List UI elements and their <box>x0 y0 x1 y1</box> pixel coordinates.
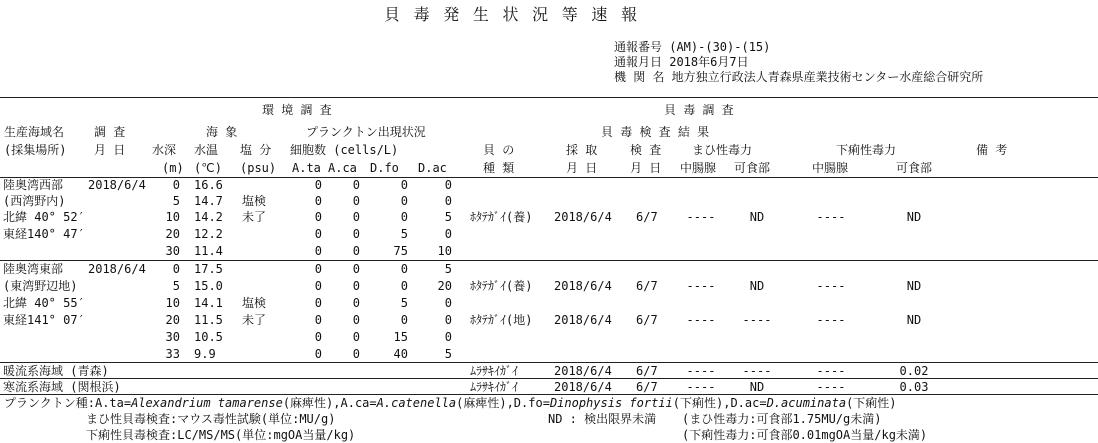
cell-psp-edible: ND <box>749 279 765 293</box>
cell-shell-species: ﾑﾗｻｷｲｶﾞｲ <box>470 380 519 394</box>
cell-depth: 5 <box>172 194 180 208</box>
footer-ata-suffix: (麻痺性),A.ca= <box>282 396 377 410</box>
cell-count-ata: 0 <box>314 279 322 293</box>
header-dsp-edible: 可食部 <box>896 161 933 175</box>
cell-count-dac: 5 <box>444 210 452 224</box>
cell-depth: 0 <box>172 178 180 192</box>
cell-inspection-date: 6/7 <box>636 210 658 224</box>
header-psp-gut: 中腸腺 <box>680 161 717 175</box>
cell-count-aca: 0 <box>352 330 360 344</box>
cell-dsp-edible: ND <box>906 313 922 327</box>
rule-group1-bottom <box>0 260 1098 261</box>
cell-count-dfo: 0 <box>400 210 408 224</box>
header-inspection: 検 査 <box>630 143 662 157</box>
cell-count-aca: 0 <box>352 227 360 241</box>
cell-inspection-date: 6/7 <box>636 364 658 378</box>
header-survey: 調 査 <box>94 125 126 139</box>
cell-count-ata: 0 <box>314 296 322 310</box>
species-ata: Alexandrium tamarense <box>131 396 283 410</box>
footer-dfo-suffix: (下痢性),D.ac= <box>672 396 767 410</box>
cell-psp-gut: ---- <box>686 279 716 293</box>
header-area-sub: (採集場所) <box>4 143 67 157</box>
cell-psp-edible: ---- <box>742 313 772 327</box>
cell-count-dfo: 5 <box>400 296 408 310</box>
cell-count-aca: 0 <box>352 244 360 258</box>
cell-depth: 20 <box>165 227 180 241</box>
header-temp-unit: (℃) <box>194 161 222 175</box>
cell-count-dac: 20 <box>437 279 452 293</box>
cell-salinity: 未了 <box>242 313 267 327</box>
cell-count-dac: 0 <box>444 194 452 208</box>
rule-group2-bottom <box>0 362 1098 363</box>
cell-count-ata: 0 <box>314 227 322 241</box>
cell-count-dfo: 0 <box>400 313 408 327</box>
cell-area-name: 北緯 40° 55′ <box>3 296 85 310</box>
cell-count-dac: 0 <box>444 296 452 310</box>
header-cells: 細胞数 (cells/L) <box>290 143 399 157</box>
cell-depth: 30 <box>165 330 180 344</box>
cell-area-name: 東経140° 47′ <box>3 227 85 241</box>
header-toxin: 貝 毒 調 査 <box>664 103 734 117</box>
header-salinity-unit: (psu) <box>240 161 277 175</box>
cell-count-aca: 0 <box>352 296 360 310</box>
header-inspection-md: 月 日 <box>630 161 662 175</box>
header-dfo: D.fo <box>370 161 399 175</box>
cell-water-temp: 14.1 <box>194 296 223 310</box>
header-salinity: 塩 分 <box>240 143 272 157</box>
cell-water-temp: 16.6 <box>194 178 223 192</box>
cell-dsp-gut: ---- <box>816 313 846 327</box>
cell-count-aca: 0 <box>352 347 360 361</box>
footer-dsp-limit: (下痢性毒力:可食部0.01mgOA当量/kg未満) <box>682 428 928 442</box>
cell-count-dfo: 0 <box>400 262 408 276</box>
header-psp: まひ性毒力 <box>692 143 753 157</box>
cell-psp-gut: ---- <box>686 380 716 394</box>
cell-sampling-date: 2018/6/4 <box>554 279 612 293</box>
cell-count-aca: 0 <box>352 262 360 276</box>
cell-sampling-date: 2018/6/4 <box>554 380 612 394</box>
header-psp-edible: 可食部 <box>734 161 771 175</box>
header-remarks: 備 考 <box>976 143 1008 157</box>
cell-count-ata: 0 <box>314 244 322 258</box>
cell-count-ata: 0 <box>314 210 322 224</box>
header-sea: 海 象 <box>206 125 238 139</box>
cell-survey-date: 2018/6/4 <box>88 178 146 192</box>
header-dac: D.ac <box>418 161 447 175</box>
cell-count-ata: 0 <box>314 262 322 276</box>
cell-dsp-gut: ---- <box>816 210 846 224</box>
cell-count-dac: 0 <box>444 178 452 192</box>
cell-area-name: 北緯 40° 52′ <box>3 210 85 224</box>
cell-water-temp: 11.4 <box>194 244 223 258</box>
cell-count-ata: 0 <box>314 347 322 361</box>
header-tox-result: 貝 毒 検 査 結 果 <box>601 125 710 139</box>
cell-inspection-date: 6/7 <box>636 380 658 394</box>
cell-water-temp: 15.0 <box>194 279 223 293</box>
cell-area-name: 寒流系海域 (関根浜) <box>3 380 121 394</box>
cell-count-ata: 0 <box>314 330 322 344</box>
cell-count-dfo: 0 <box>400 194 408 208</box>
cell-count-dfo: 0 <box>400 178 408 192</box>
cell-count-dac: 5 <box>444 262 452 276</box>
cell-salinity: 未了 <box>242 210 267 224</box>
header-plankton: プランクトン出現状況 <box>306 125 426 139</box>
cell-count-dac: 0 <box>444 313 452 327</box>
cell-shell-species: ﾑﾗｻｷｲｶﾞｲ <box>470 364 519 378</box>
cell-count-ata: 0 <box>314 313 322 327</box>
header-aca: A.ca <box>328 161 357 175</box>
cell-count-dfo: 75 <box>393 244 408 258</box>
cell-count-aca: 0 <box>352 178 360 192</box>
header-temp: 水温 <box>194 143 219 157</box>
cell-count-dac: 10 <box>437 244 452 258</box>
cell-salinity: 塩検 <box>242 194 267 208</box>
cell-count-dfo: 15 <box>393 330 408 344</box>
cell-depth: 10 <box>165 296 180 310</box>
cell-area-name: 暖流系海域 (青森) <box>3 364 109 378</box>
cell-sampling-date: 2018/6/4 <box>554 313 612 327</box>
header-area: 生産海域名 <box>4 125 65 139</box>
cell-psp-gut: ---- <box>686 364 716 378</box>
cell-dsp-gut: ---- <box>816 364 846 378</box>
cell-depth: 33 <box>165 347 180 361</box>
cell-count-dac: 0 <box>444 330 452 344</box>
header-dsp: 下痢性毒力 <box>836 143 897 157</box>
footer-dac-suffix: (下痢性) <box>846 396 897 410</box>
cell-depth: 10 <box>165 210 180 224</box>
cell-shell-species: ﾎﾀﾃｶﾞｲ(地) <box>470 313 533 327</box>
cell-water-temp: 11.5 <box>194 313 223 327</box>
cell-dsp-gut: ---- <box>816 380 846 394</box>
header-dsp-gut: 中腸腺 <box>812 161 849 175</box>
cell-sampling-date: 2018/6/4 <box>554 210 612 224</box>
footer-aca-suffix: (麻痺性),D.fo= <box>456 396 550 410</box>
cell-depth: 5 <box>172 279 180 293</box>
cell-area-name: 陸奥湾東部 <box>3 262 64 276</box>
cell-dsp-edible: ND <box>906 279 922 293</box>
cell-depth: 30 <box>165 244 180 258</box>
header-env: 環 境 調 査 <box>262 103 332 117</box>
cell-psp-gut: ---- <box>686 210 716 224</box>
cell-psp-edible: ND <box>749 380 765 394</box>
cell-count-aca: 0 <box>352 194 360 208</box>
cell-count-dac: 5 <box>444 347 452 361</box>
cell-count-aca: 0 <box>352 279 360 293</box>
cell-sampling-date: 2018/6/4 <box>554 364 612 378</box>
cell-psp-edible: ND <box>749 210 765 224</box>
cell-dsp-edible: 0.03 <box>899 380 929 394</box>
header-depth: 水深 <box>152 143 177 157</box>
cell-count-dfo: 0 <box>400 279 408 293</box>
cell-dsp-gut: ---- <box>816 279 846 293</box>
species-aca: A.catenella <box>376 396 457 410</box>
rule-table-bottom <box>0 394 1098 395</box>
cell-water-temp: 14.7 <box>194 194 223 208</box>
cell-inspection-date: 6/7 <box>636 313 658 327</box>
footer-psp-limit: (まひ性毒力:可食部1.75MU/g未満) <box>682 412 882 426</box>
header-shell: 貝 の <box>483 143 515 157</box>
cell-count-dac: 0 <box>444 227 452 241</box>
cell-count-ata: 0 <box>314 178 322 192</box>
cell-area-name: 東経141° 07′ <box>3 313 85 327</box>
header-sampling: 採 取 <box>566 143 598 157</box>
footer-psp-method: まひ性貝毒検査:マウス毒性試験(単位:MU/g) <box>86 412 336 426</box>
cell-water-temp: 17.5 <box>194 262 223 276</box>
header-sampling-md: 月 日 <box>566 161 598 175</box>
footer-nd-note: ND : 検出限界未満 <box>548 412 657 426</box>
header-shell-type: 種 類 <box>483 161 515 175</box>
species-dac: D.acuminata <box>766 396 847 410</box>
report-number: 通報番号 (AM)-(30)-(15) <box>614 40 771 54</box>
cell-water-temp: 14.2 <box>194 210 223 224</box>
cell-shell-species: ﾎﾀﾃｶﾞｲ(養) <box>470 210 533 224</box>
cell-inspection-date: 6/7 <box>636 279 658 293</box>
cell-depth: 20 <box>165 313 180 327</box>
cell-depth: 0 <box>172 262 180 276</box>
footer-plankton-legend <box>4 396 897 410</box>
cell-dsp-edible: 0.02 <box>899 364 929 378</box>
cell-area-name: (東湾野辺地) <box>3 279 78 293</box>
cell-water-temp: 12.2 <box>194 227 223 241</box>
cell-psp-edible: ---- <box>742 364 772 378</box>
cell-survey-date: 2018/6/4 <box>88 262 146 276</box>
cell-count-aca: 0 <box>352 313 360 327</box>
cell-shell-species: ﾎﾀﾃｶﾞｲ(養) <box>470 279 533 293</box>
cell-water-temp: 9.9 <box>194 347 216 361</box>
footer-plankton-prefix: プランクトン種:A.ta= <box>4 396 132 410</box>
cell-dsp-edible: ND <box>906 210 922 224</box>
cell-count-aca: 0 <box>352 210 360 224</box>
species-dfo: Dinophysis fortii <box>549 396 673 410</box>
report-date: 通報月日 2018年6月7日 <box>614 55 749 69</box>
cell-area-name: 陸奥湾西部 <box>3 178 64 192</box>
header-depth-unit: (m) <box>162 161 184 175</box>
cell-area-name: (西湾野内) <box>3 194 66 208</box>
cell-count-ata: 0 <box>314 194 322 208</box>
cell-count-dfo: 40 <box>393 347 408 361</box>
header-survey-md: 月 日 <box>94 143 126 157</box>
cell-psp-gut: ---- <box>686 313 716 327</box>
cell-water-temp: 10.5 <box>194 330 223 344</box>
cell-salinity: 塩検 <box>242 296 267 310</box>
rule-warm-bottom <box>0 378 1098 379</box>
report-title: 貝 毒 発 生 状 況 等 速 報 <box>384 5 640 24</box>
rule-top <box>0 97 1098 98</box>
cell-count-dfo: 5 <box>400 227 408 241</box>
footer-dsp-method: 下痢性貝毒検査:LC/MS/MS(単位:mgOA当量/kg) <box>86 428 356 442</box>
header-ata: A.ta <box>292 161 321 175</box>
report-org: 機 関 名 地方独立行政法人青森県産業技術センター水産総合研究所 <box>614 70 984 84</box>
